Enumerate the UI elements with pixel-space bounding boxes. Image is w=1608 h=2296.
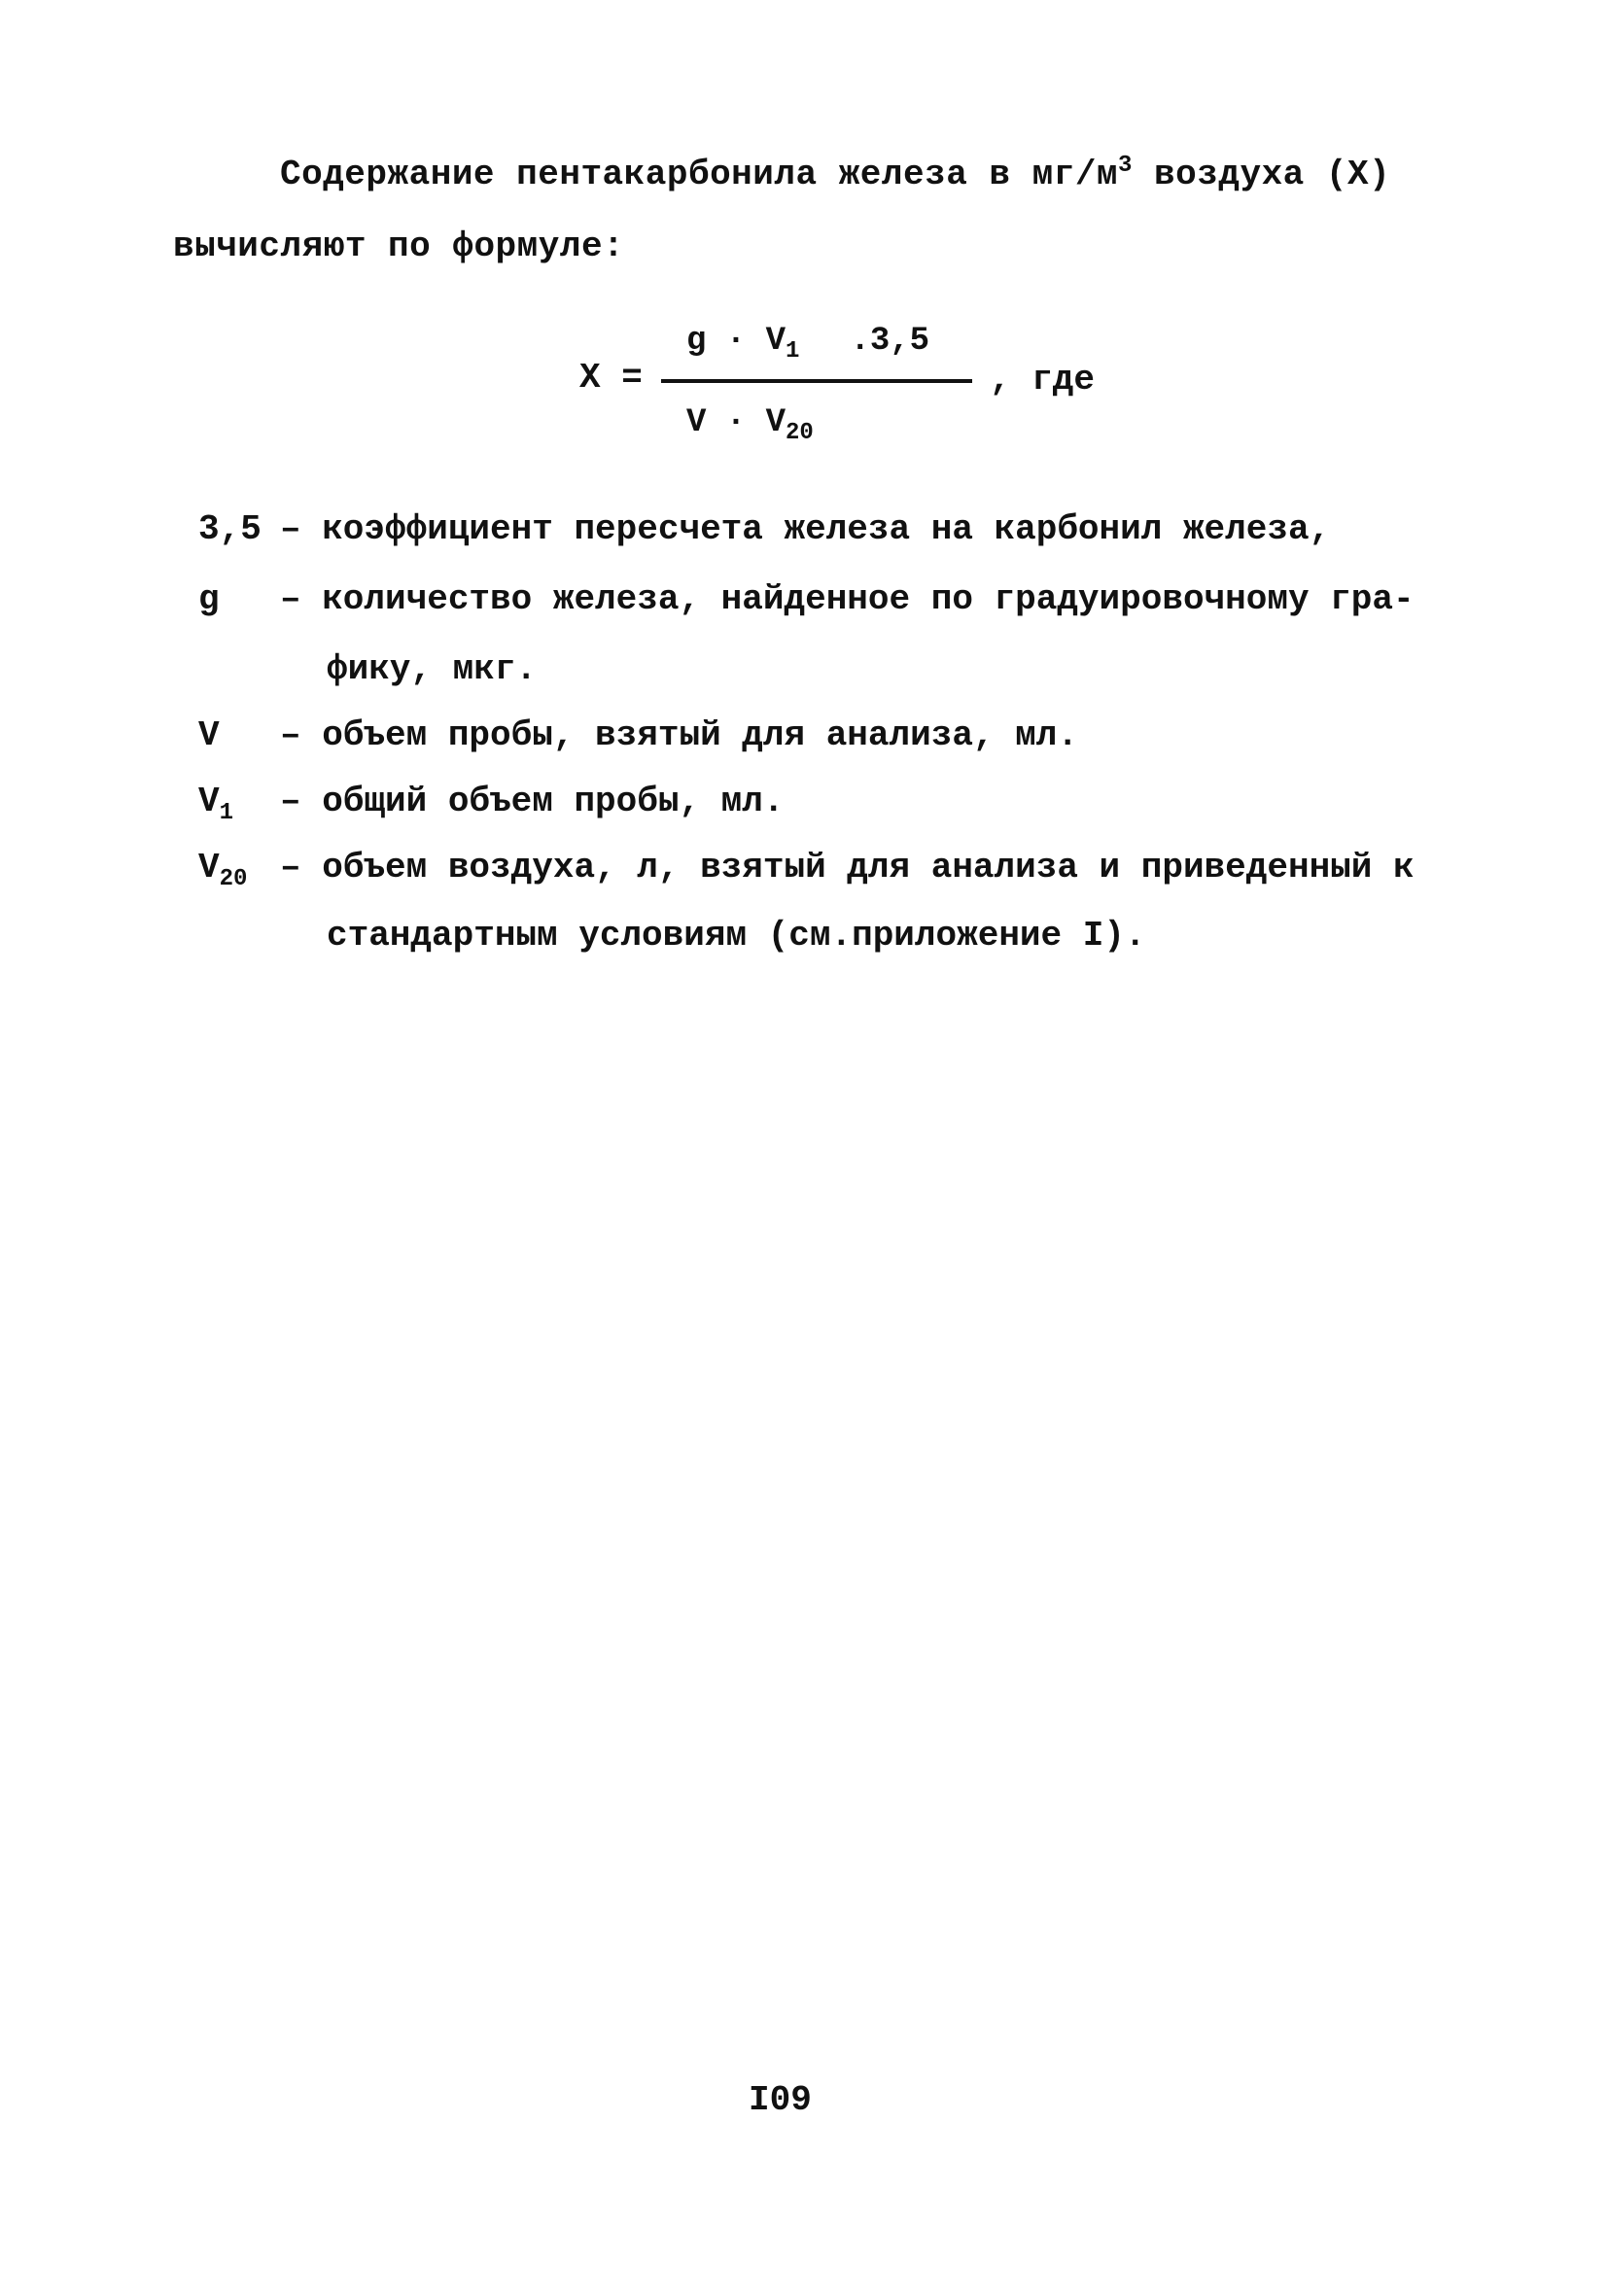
formula-denominator: $V \cdot V_{20}$ bbox=[686, 404, 814, 446]
definition-text-continuation: стандартным условиям (см.приложение I). bbox=[327, 916, 1146, 956]
definition-text-continuation: фику, мкг. bbox=[327, 649, 538, 689]
intro-line-1: Содержание пентакарбонила железа в $мг/м^3$ воздуха (X) bbox=[280, 153, 1391, 194]
definition-symbol: g bbox=[198, 579, 220, 619]
definition-symbol: $V_1$ bbox=[198, 782, 234, 827]
definition-text: – общий объем пробы, мл. bbox=[280, 782, 785, 821]
definition-text: – объем пробы, взятый для анализа, мл. bbox=[280, 715, 1078, 755]
definition-text: – коэффициент пересчета железа на карбонил железа, bbox=[280, 509, 1331, 549]
definition-symbol: $V_{20}$ bbox=[198, 848, 248, 893]
fraction-bar bbox=[661, 379, 972, 383]
definition-symbol: 3,5 bbox=[198, 509, 262, 549]
definition-text: – объем воздуха, л, взятый для анализа и приведенный к bbox=[280, 848, 1415, 887]
definition-text: – количество железа, найденное по градуировочному гра- bbox=[280, 579, 1415, 619]
page-number: I09 bbox=[749, 2080, 812, 2120]
superscript-cubic: 3 bbox=[1118, 153, 1133, 179]
formula-numerator: $g \cdot V_1$ .3,5 bbox=[686, 323, 930, 365]
formula-tail: , где bbox=[990, 360, 1096, 400]
formula bbox=[579, 311, 1124, 467]
definition-symbol: V bbox=[198, 715, 220, 755]
formula-lhs: X = bbox=[579, 358, 643, 398]
intro-line-2: вычисляют по формуле: bbox=[173, 226, 625, 266]
